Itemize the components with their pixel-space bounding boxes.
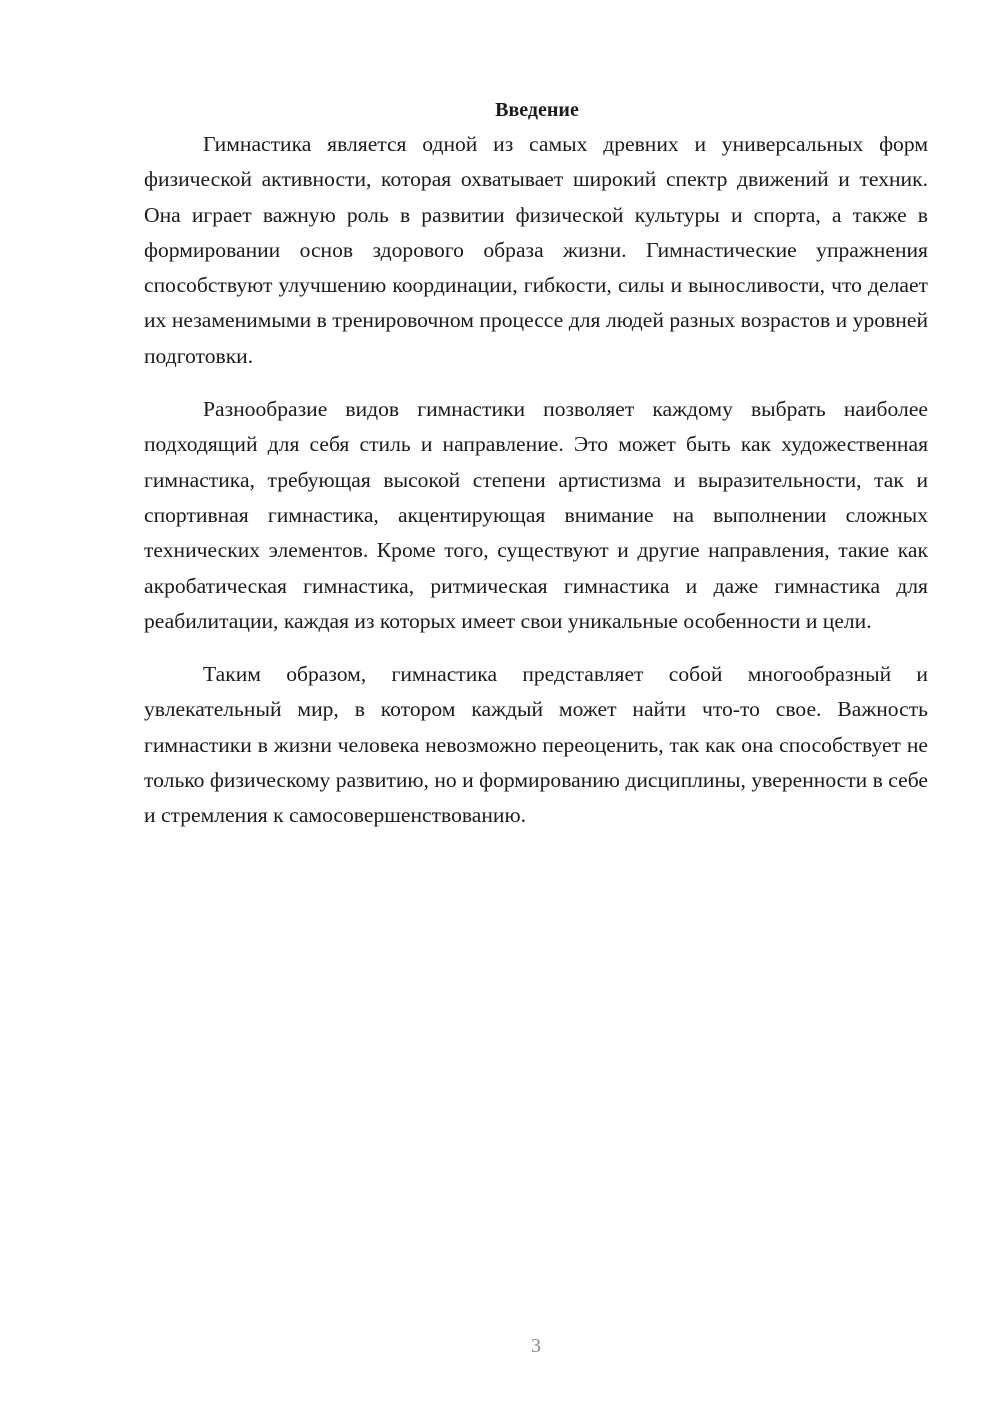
- paragraph-3: Таким образом, гимнастика представляет собой многообразный и увлекательный мир, в котором каждый может найти что-то свое. Важность гимнастики в жизни человека невозможно переоценить, так как она способствует не только физическому развитию, но и формированию дисциплины, уверенности в себе и стремления к самосовершенствованию.: [144, 662, 928, 828]
- section-title: Введение: [495, 99, 579, 121]
- document-body: [144, 95, 928, 834]
- page-number: 3: [531, 1335, 541, 1357]
- paragraph-1: Гимнастика является одной из самых древних и универсальных форм физической активности, которая охватывает широкий спектр движений и техник. Она играет важную роль в развитии физической культуры и спорта, а также в формировании основ здорового образа жизни. Гимнастические упражнения способствуют улучшению координации, гибкости, силы и выносливости, что делает их незаменимыми в тренировочном процессе для людей разных возрастов и уровней подготовки.: [144, 132, 928, 368]
- paragraph-2: Разнообразие видов гимнастики позволяет каждому выбрать наиболее подходящий для себя стиль и направление. Это может быть как художественная гимнастика, требующая высокой степени артистизма и выразительности, так и спортивная гимнастика, акцентирующая внимание на выполнении сложных технических элементов. Кроме того, существуют и другие направления, такие как акробатическая гимнастика, ритмическая гимнастика и даже гимнастика для реабилитации, каждая из которых имеет свои уникальные особенности и цели.: [144, 397, 928, 633]
